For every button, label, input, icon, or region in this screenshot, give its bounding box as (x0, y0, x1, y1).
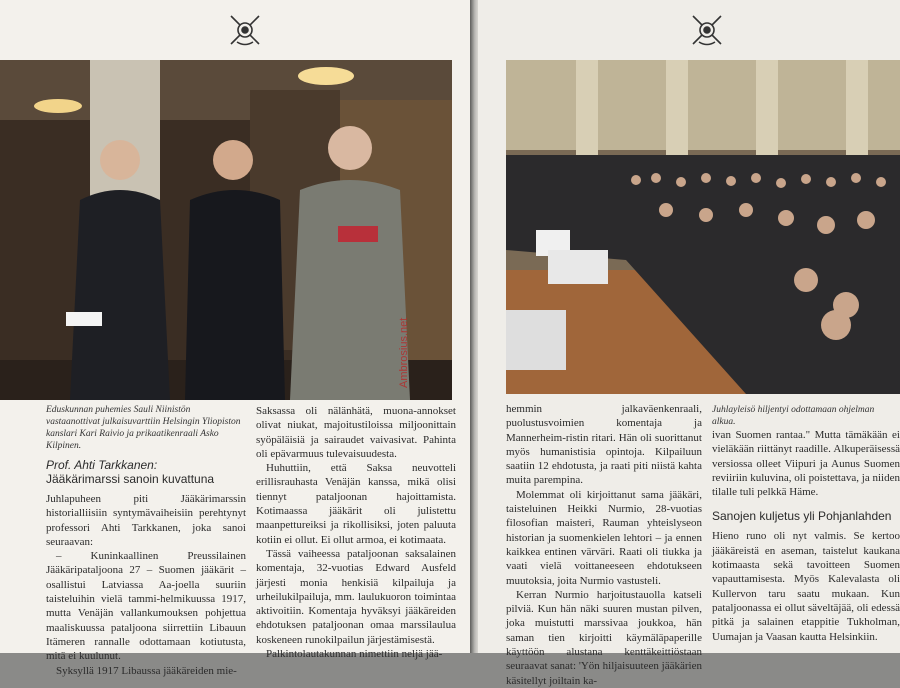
right-column-2 (712, 428, 900, 644)
paragraph: Kerran Nurmio harjoitustauolla katseli pilviä. Kun hän näki suuren mustan pilven, joka muistutti marssivaa joukkoa, hän saman tien kirjoitti käymäläpaperille käyttöön alustana kenttäkeittiöstaan seuraavat sanat: 'Yön hiljaisuuteen jääkärien käsitellyt joiltain ka- (506, 588, 702, 687)
paragraph: Syksyllä 1917 Libaussa jääkäreiden mie- (56, 664, 237, 677)
heading-prefix: Prof. Ahti Tarkkanen: (46, 458, 158, 472)
photo-caption: Eduskunnan puhemies Sauli Niinistön vastaanottivat julkaisuvarttiin Helsingin Yliopiston kanslari Kari Raivio ja prikaatikenraali Asko Kilpinen. (46, 405, 241, 451)
left-column-2 (256, 404, 456, 661)
left-column-1 (46, 452, 246, 678)
paragraph: Huhuttiin, että Saksa neuvotteli erillisrauhasta Venäjän kanssa, mikä olisi tiennyt pataljoonan hajoittamista. Kotimaassa jääkärit oli julistettu maanpettureiksi ja rikollisiksi, joten paluuta kotiin ei ollut. Ei ollut armoa, ei kotimaata. (256, 462, 456, 546)
jaeger-emblem-icon (227, 12, 263, 48)
paragraph: Saksassa oli nälänhätä, muona-annokset olivat niukat, majoitustiloissa miljoonittain syöpäläisiä ja sairaudet vaivasivat. Pahinta oli epävarmuus tulevaisuudesta. (256, 405, 456, 460)
photo-caption: Juhlayleisö hiljentyi odottamaan ohjelman alkua. (712, 405, 875, 427)
paragraph: Hieno runo oli nyt valmis. Se kertoo jääkäreistä en aseman, taistelut kaukana kotimaasta sekä tavoitteen Suomen vapauttamisesta. Myös Kalevalasta oli Kullervon taru saatu mukaan. Kun pataljoonassa ei ollut säveltäjää, oli edessä pitkä ja salainen etappitie Tukholman, Uumajan ja Vaasan kautta Helsinkiin. (712, 530, 900, 643)
watermark-text: Ambrosius.net (398, 317, 410, 388)
book-gutter (470, 0, 478, 653)
paragraph: Juhlapuheen piti Jääkärimarssin historialliisiin syntymävaiheisiin perehtynyt professori Ahti Tarkkanen, joka sanoi seuraavan: (46, 493, 246, 548)
right-column-1 (506, 402, 702, 688)
section-heading (46, 458, 246, 486)
section-heading: Sanojen kuljetus yli Pohjanlahden (712, 509, 892, 524)
jaeger-emblem-icon (689, 12, 725, 48)
paragraph: Palkintolautakunnan nimettiin neljä jää- (266, 648, 443, 661)
photo-audience (506, 60, 900, 394)
paragraph: Molemmat oli kirjoittanut sama jääkäri, taisteluinen Heikki Nurmio, 28-vuotias filosofian maisteri, Rauman yhteislyseon historian ja suomenkielen lehtori – ja ennen kaikkea entinen värväri. Raati oli tiukka ja vaati vielä voittaneeseen ehdotukseen muutoksia, joita Nurmio vastusteli. (506, 488, 702, 587)
paragraph: hemmin jalkaväenkenraali, puolustusvoimien komentaja ja Mannerheim-ristin ritari. Hän oli suorittanut myös humanistisia opintoja. Kilpailuun saatiin 12 ehdotusta, ja raati piti niistä kahta muita parempina. (506, 403, 702, 487)
paragraph: Tässä vaiheessa pataljoonan saksalainen komentaja, 32-vuotias Edward Ausfeld järjesti monia henkisiä kilpailuja ja urheilukilpailuja, mm. laulukuoron toimintaa aktivoitiin. Komentaja hyväksyi jääkäreiden ehdotuksen pataljoonan omaa marssilaulua koskeneen runokilpailun järjestämisestä. (256, 547, 456, 646)
photo-officials (0, 60, 452, 400)
heading-title: Jääkärimarssi sanoin kuvattuna (46, 472, 215, 486)
right-page (478, 0, 900, 687)
paragraph: – Kuninkaallinen Preussilainen Jääkäripataljoona 27 – Suomen jääkärit – osallistui Latviassa Aa-joella suuriin taisteluihin vielä tammi-helmikuussa 1917, mutta Venäjän vallankumouksen pohjettua maaliskuussa pataljoona siirrettiin Libauun Itämeren rannalle odottamaan kotiutusta, mitä ei kuulunut. (46, 550, 246, 663)
paragraph: ivan Suomen rantaa." Mutta tämäkään ei vieläkään riittänyt raadille. Alkuperäisessä versiossa olleet Viipuri ja Aunus Suomen reviiriin kuluvina, oli poistettava, ja niiden tilalle tuli pelkkä Häme. (712, 429, 900, 499)
